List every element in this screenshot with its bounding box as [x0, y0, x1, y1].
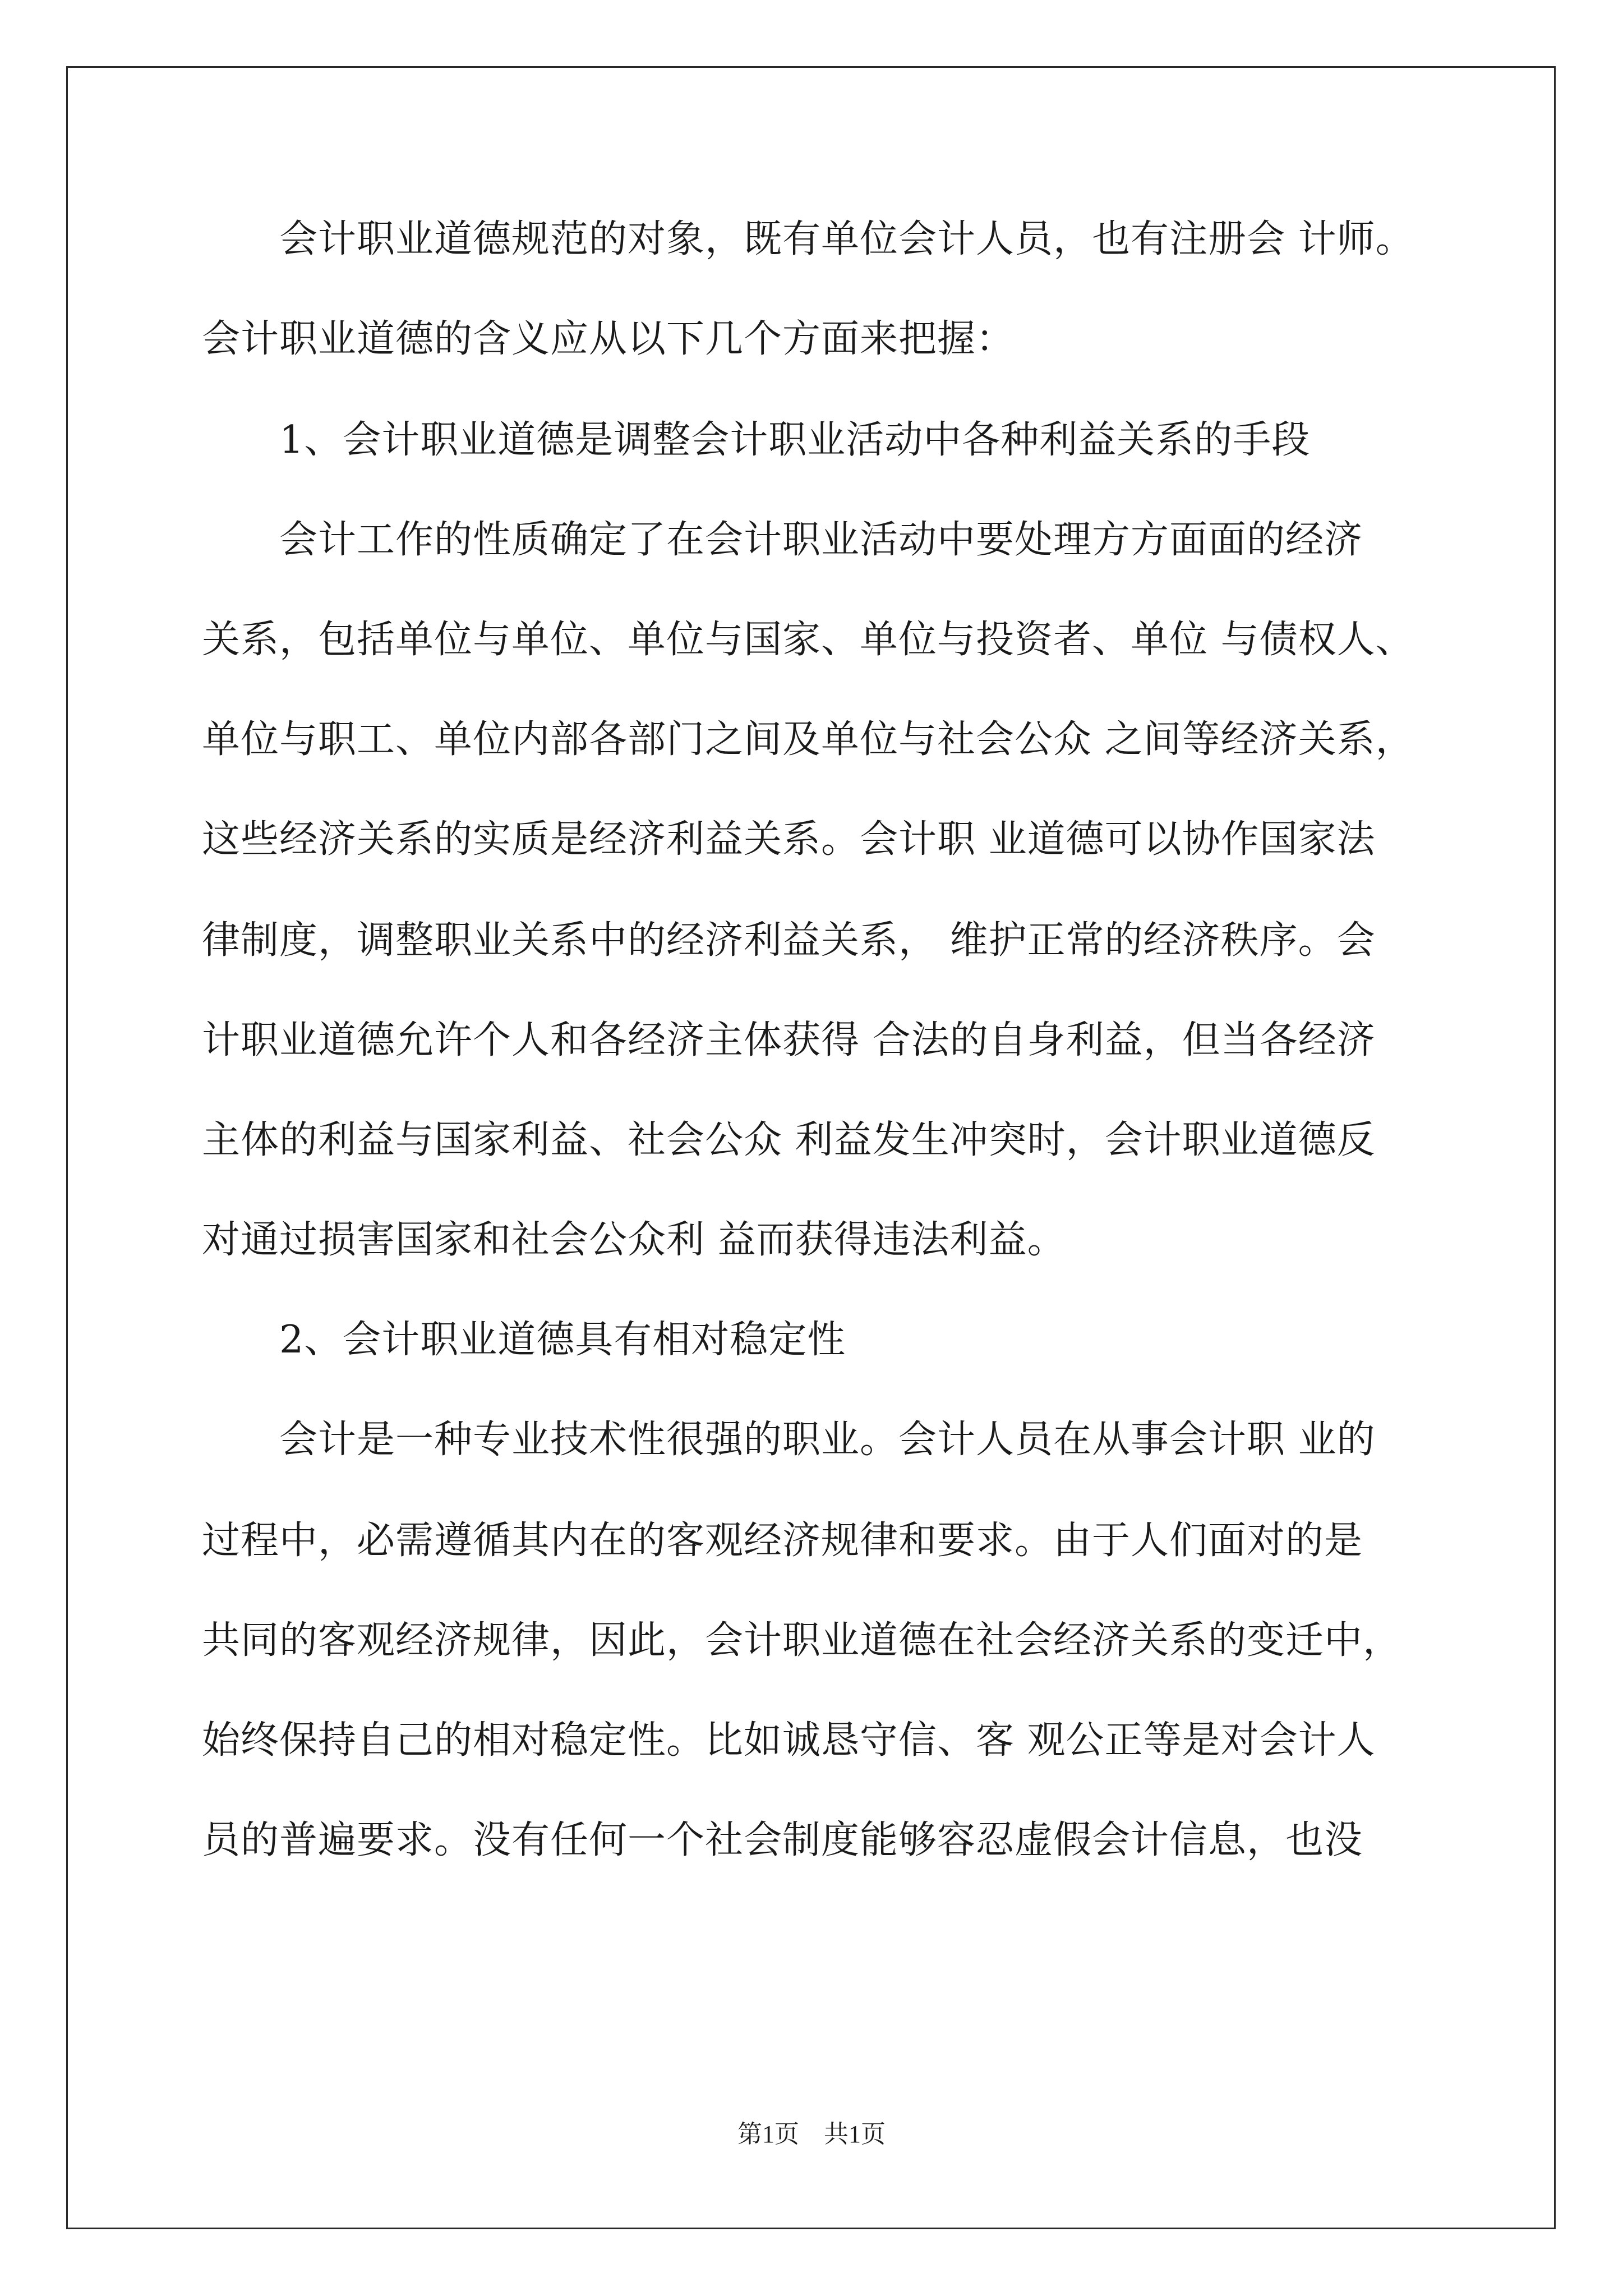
- text-line: 会计职业道德规范的对象，既有单位会计人员，也有注册会 计师。: [202, 217, 1414, 261]
- text-line: 主体的利益与国家利益、社会公众 利益发生冲突时，会计职业道德反: [202, 1118, 1376, 1162]
- text-line: 1、会计职业道德是调整会计职业活动中各种利益关系的手段: [202, 418, 1311, 462]
- text-line: 对通过损害国家和社会公众利 益而获得违法利益。: [202, 1218, 1066, 1262]
- text-line: 过程中，必需遵循其内在的客观经济规律和要求。由于人们面对的是: [202, 1519, 1363, 1563]
- text-line: 2、会计职业道德具有相对稳定性: [202, 1318, 846, 1362]
- text-line: 共同的客观经济规律，因此，会计职业道德在社会经济关系的变迁中，: [202, 1618, 1402, 1663]
- text-line: 计职业道德允许个人和各经济主体获得 合法的自身利益，但当各经济: [202, 1018, 1376, 1062]
- text-line: 会计是一种专业技术性很强的职业。会计人员在从事会计职 业的: [202, 1418, 1376, 1462]
- text-line: 会计工作的性质确定了在会计职业活动中要处理方方面面的经济: [202, 518, 1363, 562]
- text-line: 会计职业道德的含义应从以下几个方面来把握：: [202, 317, 1015, 361]
- text-line: 这些经济关系的实质是经济利益关系。会计职 业道德可以协作国家法: [202, 817, 1376, 862]
- text-line: 员的普遍要求。没有任何一个社会制度能够容忍虚假会计信息，也没: [202, 1818, 1363, 1862]
- page-number-footer: 第1页 共1页: [737, 2120, 886, 2148]
- text-line: 始终保持自己的相对稳定性。比如诚恳守信、客 观公正等是对会计人: [202, 1718, 1376, 1763]
- text-line: 单位与职工、单位内部各部门之间及单位与社会公众 之间等经济关系，: [202, 717, 1414, 762]
- text-line: 律制度，调整职业关系中的经济利益关系， 维护正常的经济秩序。会: [202, 918, 1376, 963]
- text-line: 关系，包括单位与单位、单位与国家、单位与投资者、单位 与债权人、: [202, 618, 1414, 662]
